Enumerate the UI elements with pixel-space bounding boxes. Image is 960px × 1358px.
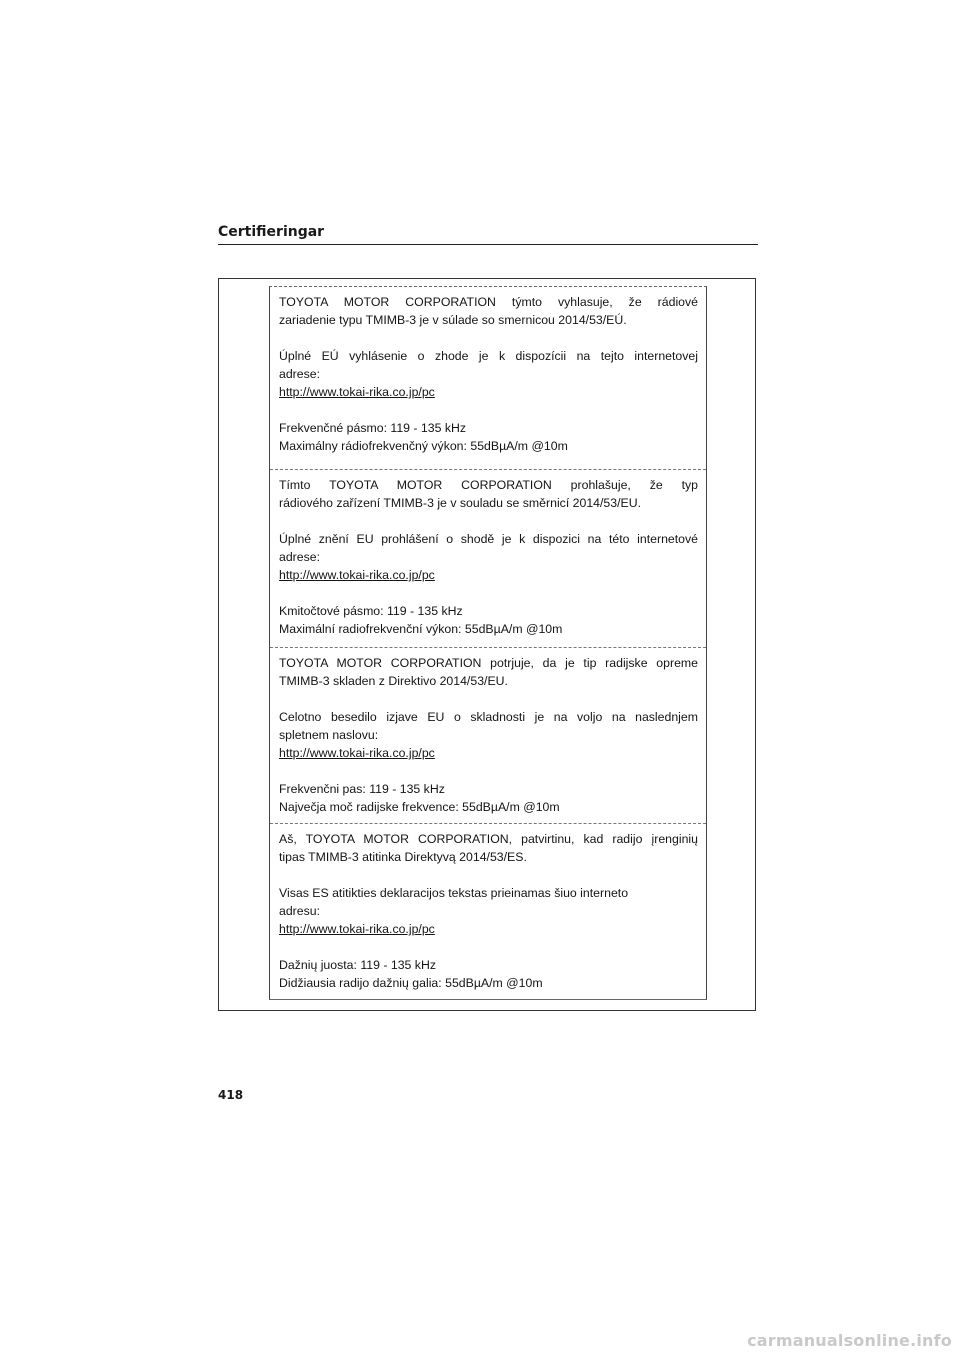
declaration-line: zariadenie typu TMIMB-3 je v súlade so smernicou 2014/53/EÚ. (279, 313, 627, 327)
availability-line: Úplné znění EU prohlášení o shodě je k dispozici na této internetové (279, 532, 698, 546)
declaration-table (269, 286, 707, 1000)
declaration-block-sl (270, 647, 706, 816)
availability-line: adrese: (279, 367, 321, 381)
page-number: 418 (218, 1088, 244, 1102)
declaration-url-link[interactable]: http://www.tokai-rika.co.jp/pc (279, 746, 435, 760)
availability-line: adrese: (279, 550, 321, 564)
declaration-url-link[interactable]: http://www.tokai-rika.co.jp/pc (279, 568, 435, 582)
declaration-block-cs (270, 469, 706, 638)
max-power: Največja moč radijske frekvence: 55dBµA/m @10m (279, 800, 560, 814)
declaration-line: TOYOTA MOTOR CORPORATION týmto vyhlasuje, že rádiové (279, 295, 698, 309)
frequency-band: Frekvenčné pásmo: 119 - 135 kHz (279, 421, 467, 435)
max-power: Maximální radiofrekvenční výkon: 55dBµA/m @10m (279, 622, 563, 636)
declaration-line: Aš, TOYOTA MOTOR CORPORATION, patvirtinu, kad radijo įrenginių (279, 832, 698, 846)
declaration-line: TMIMB-3 skladen z Direktivo 2014/53/EU. (279, 674, 508, 688)
declaration-block-lt (270, 823, 706, 992)
declaration-line: tipas TMIMB-3 atitinka Direktyvą 2014/53/ES. (279, 850, 527, 864)
availability-line: Visas ES atitikties deklaracijos tekstas prieinamas šiuo interneto (279, 886, 629, 900)
max-power: Didžiausia radijo dažnių galia: 55dBµA/m @10m (279, 976, 543, 990)
availability-line: Celotno besedilo izjave EU o skladnosti je na voljo na naslednjem (279, 710, 698, 724)
availability-line: adresu: (279, 904, 321, 918)
frequency-band: Kmitočtové pásmo: 119 - 135 kHz (279, 604, 463, 618)
frequency-band: Frekvenčni pas: 119 - 135 kHz (279, 782, 445, 796)
declaration-url-link[interactable]: http://www.tokai-rika.co.jp/pc (279, 385, 435, 399)
site-watermark: carmanualsonline.info (747, 1331, 952, 1350)
max-power: Maximálny rádiofrekvenčný výkon: 55dBµA/m @10m (279, 439, 568, 453)
availability-line: spletnem naslovu: (279, 728, 379, 742)
declaration-line: Tímto TOYOTA MOTOR CORPORATION prohlašuje, že typ (279, 478, 698, 492)
declaration-url-link[interactable]: http://www.tokai-rika.co.jp/pc (279, 922, 435, 936)
frequency-band: Dažnių juosta: 119 - 135 kHz (279, 958, 436, 972)
availability-line: Úplné EÚ vyhlásenie o zhode je k dispozícii na tejto internetovej (279, 349, 698, 363)
declaration-block-sk (270, 287, 706, 455)
section-header (218, 222, 758, 245)
declaration-line: rádiového zařízení TMIMB-3 je v souladu se směrnicí 2014/53/EU. (279, 496, 642, 510)
section-title: Certifieringar (218, 224, 325, 240)
declaration-line: TOYOTA MOTOR CORPORATION potrjuje, da je tip radijske opreme (279, 656, 698, 670)
